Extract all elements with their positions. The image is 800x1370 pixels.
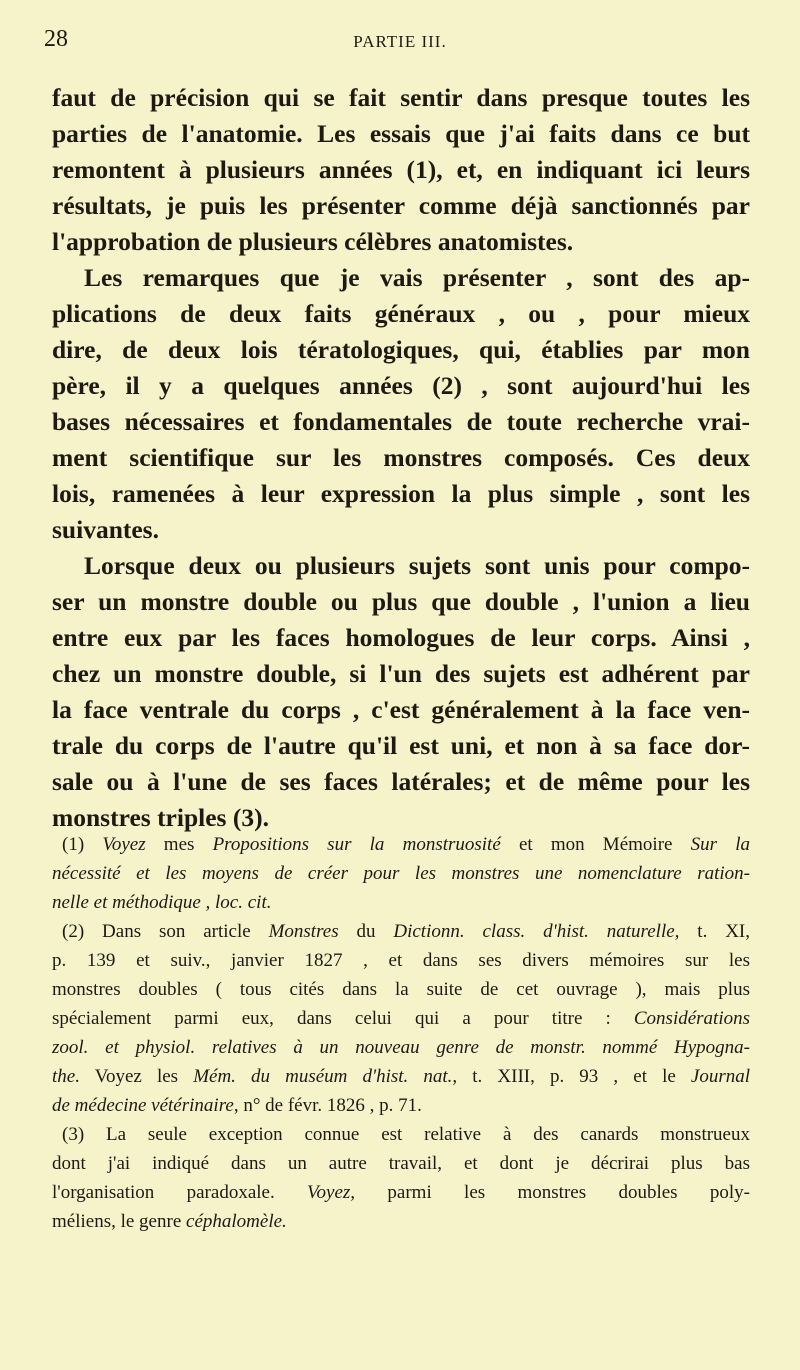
text-line: l'approbation de plusieurs célèbres anatomistes. <box>52 227 574 256</box>
footnote-line <box>52 1207 750 1236</box>
footnote-line <box>52 975 750 1004</box>
running-title: PARTIE III. <box>353 32 447 51</box>
footnote-line <box>52 1149 750 1178</box>
text-line: chez un monstre double, si l'un des sujets est adhérent par <box>52 659 750 688</box>
italic-text: Sur la <box>690 834 750 855</box>
text-line: sale ou à l'une de ses faces latérales; et de même pour les <box>52 767 750 796</box>
footnote-text: (1) <box>62 834 103 855</box>
italic-text: de médecine vétérinaire <box>52 1095 234 1116</box>
italic-text: Considérations <box>633 1008 750 1029</box>
footnote-text: (2) Dans son article <box>62 921 269 942</box>
page-number: 28 <box>44 26 68 52</box>
italic-text: the. <box>52 1066 80 1087</box>
footnote-text: (3) La seule exception connue est relative à des canards monstrueux <box>62 1124 750 1145</box>
footnote-text: parmi les monstres doubles poly- <box>355 1182 750 1203</box>
text-line: remontent à plusieurs années (1), et, en indiquant ici leurs <box>52 155 750 184</box>
footnote-text: l'organisation paradoxale. <box>52 1182 308 1203</box>
footnote-line <box>52 1033 750 1062</box>
text-line: Lorsque deux ou plusieurs sujets sont unis pour compo- <box>84 551 750 580</box>
italic-text: zool. et physiol. relatives à un nouveau genre de monstr. nommé Hypogna- <box>52 1037 750 1058</box>
italic-text: Journal <box>690 1066 751 1087</box>
italic-text: Mém. du muséum d'hist. nat. <box>193 1066 453 1087</box>
text-line: faut de précision qui se fait sentir dans presque toutes les <box>52 83 750 112</box>
footnote-line <box>52 1004 750 1033</box>
footnote-line <box>52 917 750 946</box>
footnote-text: Voyez les <box>79 1066 194 1087</box>
footnotes <box>52 830 750 1236</box>
footnote-text: du <box>338 921 394 942</box>
text-line: dire, de deux lois tératologiques, qui, établies par mon <box>52 335 750 364</box>
italic-text: nelle et méthodique , loc. cit. <box>52 892 272 913</box>
text-line: résultats, je puis les présenter comme déjà sanctionnés par <box>52 191 750 220</box>
footnote-text: méliens, le genre <box>52 1211 187 1232</box>
footnote-text: , t. XIII, p. 93 , et le <box>452 1066 691 1087</box>
text-line: plications de deux faits généraux , ou , pour mieux <box>52 299 750 328</box>
footnote-line <box>52 1091 750 1120</box>
text-line: trale du corps de l'autre qu'il est uni, et non à sa face dor- <box>52 731 750 760</box>
footnote-line <box>52 859 750 888</box>
italic-text: Voyez, <box>307 1182 356 1203</box>
italic-text: céphalomèle. <box>186 1211 287 1232</box>
footnote-text: monstres doubles ( tous cités dans la suite de cet ouvrage ), mais plus <box>52 979 750 1000</box>
footnote-line <box>52 1120 750 1149</box>
italic-text: Propositions sur la monstruosité <box>212 834 501 855</box>
text-line: entre eux par les faces homologues de leur corps. Ainsi , <box>52 623 750 652</box>
text-line: parties de l'anatomie. Les essais que j'ai faits dans ce but <box>52 119 750 148</box>
body-text <box>52 80 750 836</box>
footnote-text: p. 139 et suiv., janvier 1827 , et dans ses divers mémoires sur les <box>52 950 750 971</box>
footnote-text: et mon Mémoire <box>500 834 691 855</box>
text-line: bases nécessaires et fondamentales de toute recherche vrai- <box>52 407 750 436</box>
text-line: monstres triples (3). <box>52 803 269 832</box>
text-line: la face ventrale du corps , c'est généralement à la face ven- <box>52 695 750 724</box>
footnote-text: t. XI, <box>679 921 751 942</box>
footnote-text: mes <box>145 834 213 855</box>
footnote-line <box>52 1062 750 1091</box>
footnote-line <box>52 830 750 859</box>
footnote-line <box>52 946 750 975</box>
text-line: ser un monstre double ou plus que double , l'union a lieu <box>52 587 750 616</box>
text-line: père, il y a quelques années (2) , sont aujourd'hui les <box>52 371 750 400</box>
text-line: suivantes. <box>52 515 159 544</box>
footnote-line <box>52 888 750 917</box>
text-line: Les remarques que je vais présenter , sont des ap- <box>84 263 750 292</box>
italic-text: Monstres <box>268 921 339 942</box>
italic-text: Dictionn. class. d'hist. naturelle, <box>393 921 680 942</box>
italic-text: Voyez <box>102 834 146 855</box>
text-line: ment scientifique sur les monstres composés. Ces deux <box>52 443 750 472</box>
footnote-text: dont j'ai indiqué dans un autre travail, et dont je décrirai plus bas <box>52 1153 750 1174</box>
italic-text: nécessité et les moyens de créer pour les monstres une nomenclature ration- <box>52 863 750 884</box>
footnote-line <box>52 1178 750 1207</box>
text-line: lois, ramenées à leur expression la plus simple , sont les <box>52 479 750 508</box>
footnote-text: , n° de févr. 1826 , p. 71. <box>233 1095 422 1116</box>
footnote-text: spécialement parmi eux, dans celui qui a pour titre : <box>52 1008 634 1029</box>
